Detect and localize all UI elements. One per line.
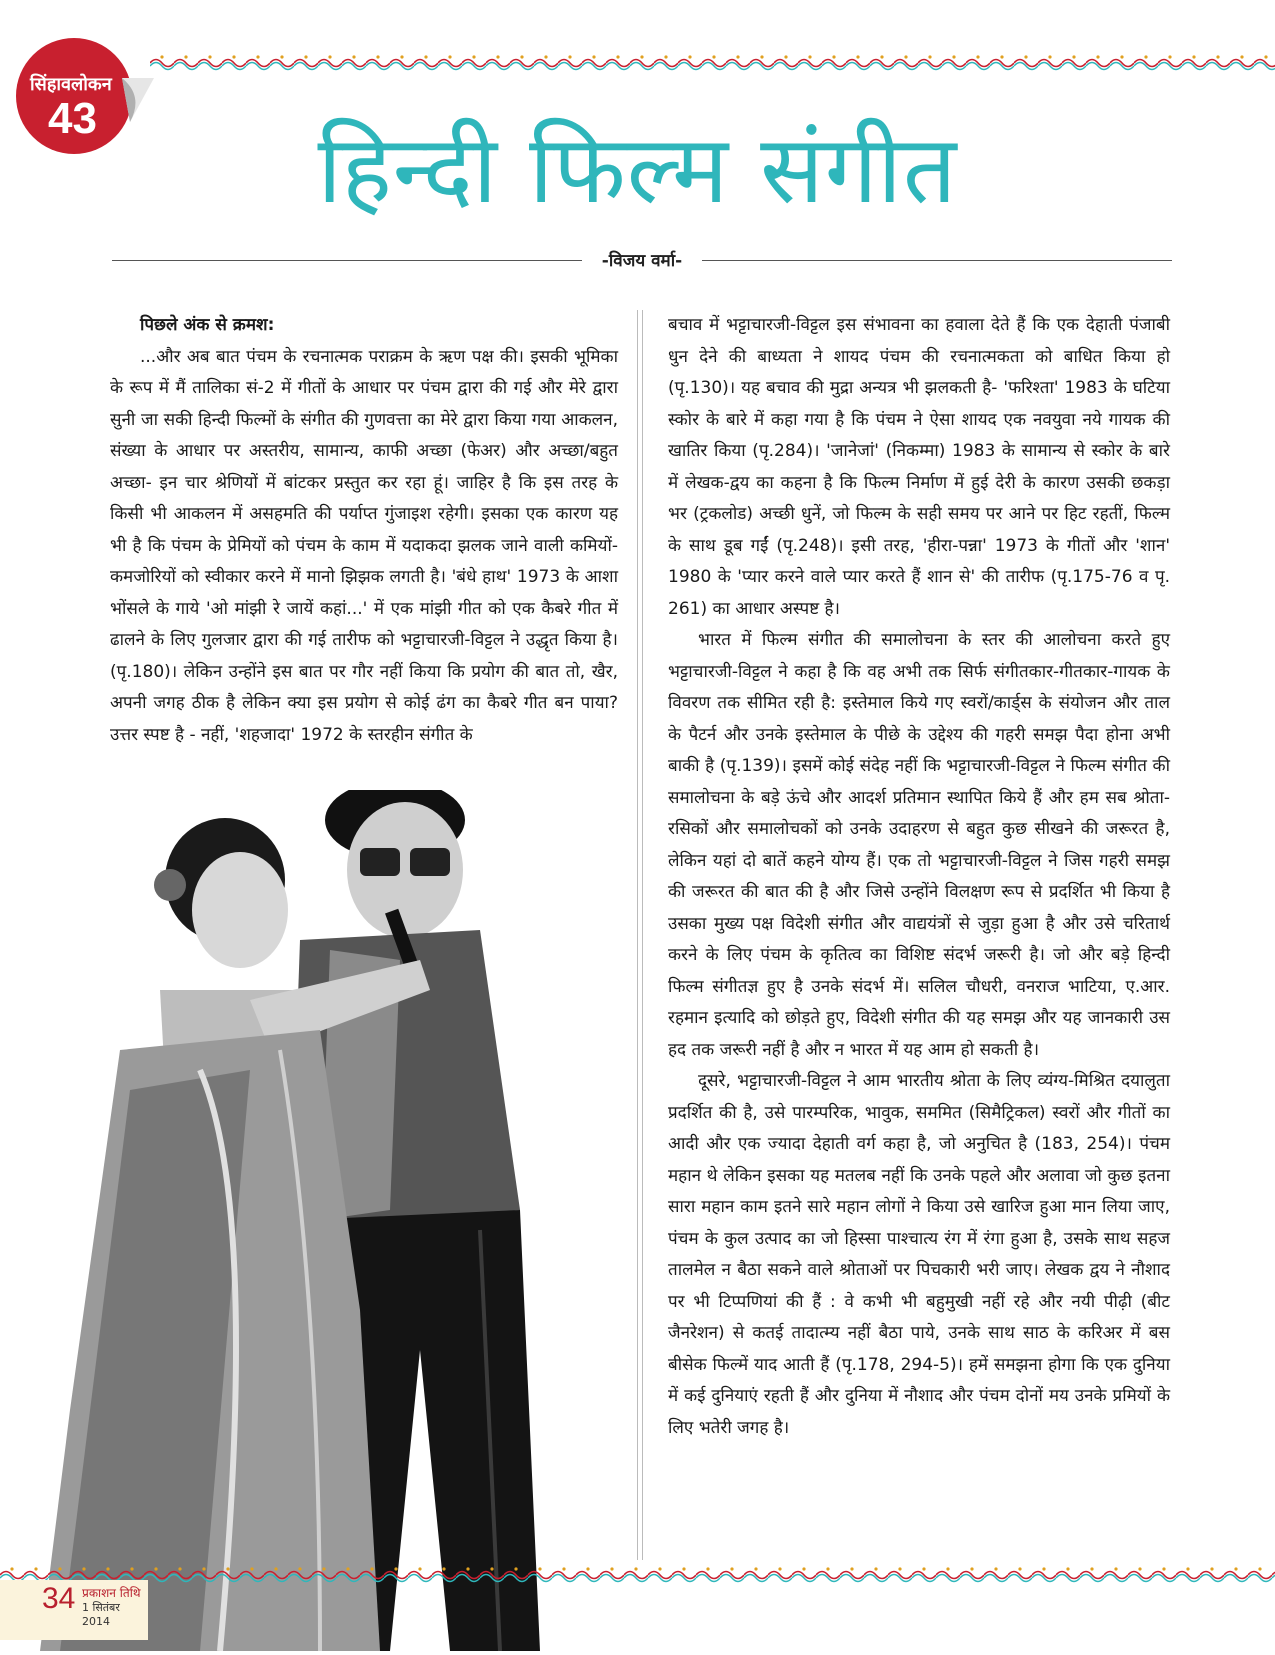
series-label: सिंहावलोकन bbox=[30, 74, 112, 95]
publication-date: 1 सितंबर 2014 bbox=[82, 1601, 120, 1628]
right-column bbox=[668, 310, 1170, 1444]
byline: -विजय वर्मा- bbox=[601, 251, 683, 271]
byline-rule-left bbox=[112, 260, 582, 261]
page-footer bbox=[0, 1580, 148, 1640]
page-title: हिन्दी फिल्म संगीत bbox=[317, 116, 958, 225]
byline-rule-right bbox=[702, 260, 1172, 261]
article-paragraph: बचाव में भट्टाचारजी-विट्टल इस संभावना का हवाला देते हैं कि एक देहाती पंजाबी धुन देने की बाध्यता ने शायद पंचम की रचनात्मकता को बाधित किया हो (पृ.130)। यह बचाव की मुद्रा अन्यत्र भी झलकती है- 'फरिश्ता' 1983 के घटिया स्कोर के बारे में कहा गया है कि पंचम ने ऐसा शायद एक नवयुवा नये गायक की खातिर किया (पृ.284)। 'जानेजां' (निकम्मा) 1983 के सामान्य से स्कोर के बारे में लेखक-द्वय का कहना है कि फिल्म निर्माण में हुई देरी के कारण उसकी छकड़ा भर (ट्रकलोड) अच्छी धुनें, जो फिल्म के सही समय पर आने पर हिट रहतीं, फिल्म के साथ डूब गईं (पृ.248)। इसी तरह, 'हीरा-पन्ना' 1973 के गीतों और 'शान' 1980 के 'प्यार करने वाले प्यार करते हैं शान से' की तारीफ (पृ.175-76 व पृ. 261) का आधार अस्पष्ट है। bbox=[668, 315, 1170, 619]
article-paragraph: भारत में फिल्म संगीत की समालोचना के स्तर की आलोचना करते हुए भट्टाचारजी-विट्टल ने कहा है कि वह अभी तक सिर्फ संगीतकार-गीतकार-गायक के विवरण तक सीमित रही है: इस्तेमाल किये गए स्वरों/कार्ड्स के संयोजन और ताल के पैटर्न और उनके इस्तेमाल के पीछे के उद्देश्य की गहरी समझ पैदा होना अभी बाकी है (पृ.139)। इसमें कोई संदेह नहीं कि भट्टाचारजी-विट्टल ने फिल्म संगीत की समालोचना के बड़े ऊंचे और आदर्श प्रतिमान स्थापित किये हैं और हम सब श्रोता-रसिकों और समालोचकों को उनके उदाहरण से बहुत कुछ सीखने की जरूरत है, लेकिन यहां दो बातें कहने योग्य हैं। एक तो भट्टाचारजी-विट्टल ने जिस गहरी समझ की जरूरत की बात की है और जिसे उन्होंने विलक्षण रूप से प्रदर्शित भी किया है उसका मुख्य पक्ष विदेशी संगीत और वाद्ययंत्रों से जुड़ा हुआ है और उसे चरितार्थ करने के लिए पंचम के कृतित्व का विशिष्ट संदर्भ जरूरी है। जो और बड़े हिन्दी फिल्म संगीतज्ञ हुए है उनके संदर्भ में। सलिल चौधरी, वनराज भाटिया, ए.आर. रहमान इत्यादि को छोड़ते हुए, विदेशी संगीत की यह समझ और यह जानकारी उस हद तक जरूरी नहीं है और न भारत में यह आम हो सकती है। bbox=[668, 630, 1170, 1060]
top-decorative-border bbox=[150, 54, 1275, 72]
left-column bbox=[110, 310, 618, 751]
page-number: 34 bbox=[42, 1582, 76, 1615]
bottom-decorative-border bbox=[0, 1566, 1275, 1584]
publication-label: प्रकाशन तिथि bbox=[82, 1586, 141, 1600]
article-paragraph: दूसरे, भट्टाचारजी-विट्टल ने आम भारतीय श्रोता के लिए व्यंग्य-मिश्रित दयालुता प्रदर्शित की है, उसे पारम्परिक, भावुक, सममित (सिमैट्रिकल) स्वरों और गीतों का आदी और एक ज्यादा देहाती वर्ग कहा है, जो अनुचित है (183, 254)। पंचम महान थे लेकिन इसका यह मतलब नहीं कि उनके पहले और अलावा जो कुछ इतना सारा महान काम इतने सारे महान लोगों ने किया उसे खारिज हुआ मान लिया जाए, पंचम के कुल उत्पाद का जो हिस्सा पाश्चात्य रंग में रंगा हुआ है, उसके साथ सहज तालमेल न बैठा सकने वाले श्रोताओं पर पिचकारी भरी जाए। लेखक द्वय ने नौशाद पर भी टिप्पणियां की हैं : वे कभी भी बहुमुखी नहीं रहे और नयी पीढ़ी (बीट जैनरेशन) से कतई तादात्म्य नहीं बैठा पाये, उनके साथ साठ के करिअर में बस बीसेक फिल्में याद आती हैं (पृ.178, 294-5)। हमें समझना होगा कि एक दुनिया में कई दुनियाएं रहती हैं और दुनिया में नौशाद और पंचम दोनों मय उनके प्रमियों के लिए भतेरी जगह है। bbox=[668, 1071, 1170, 1438]
article-paragraph: ...और अब बात पंचम के रचनात्मक पराक्रम के ऋण पक्ष की। इसकी भूमिका के रूप में मैं तालिका सं-2 में गीतों के आधार पर पंचम द्वारा की गई और मेरे द्वारा सुनी जा सकी हिन्दी फिल्मों के संगीत की गुणवत्ता का मेरे द्वारा किया गया आकलन, संख्या के आधार पर अस्तरीय, सामान्य, काफी अच्छा (फेअर) और अच्छा/बहुत अच्छा- इन चार श्रेणियों में बांटकर प्रस्तुत कर रहा हूं। जाहिर है कि इस तरह के किसी भी आकलन में असहमति की पर्याप्त गुंजाइश रहेगी। इसका एक कारण यह भी है कि पंचम के प्रेमियों को पंचम के काम में यदाकदा झलक जाने वाली कमियों-कमजोरियों को स्वीकार करने में मानो झिझक लगती है। 'बंधे हाथ' 1973 के आशा भोंसले के गाये 'ओ मांझी रे जायें कहां...' में एक मांझी गीत को एक कैबरे गीत में ढालने के लिए गुलजार द्वारा की गई तारीफ को भट्टाचारजी-विट्टल ने उद्धृत किया है। (पृ.180)। लेकिन उन्होंने इस बात पर गौर नहीं किया कि प्रयोग की बात तो, खैर, अपनी जगह ठीक है लेकिन क्या इस प्रयोग से कोई ढंग का कैबरे गीत बन पाया? उत्तर स्पष्ट है - नहीं, 'शहजादा' 1972 के स्तरहीन संगीत के bbox=[110, 346, 618, 745]
continued-heading: पिछले अंक से क्रमश: bbox=[140, 315, 275, 335]
photo-singers-duet bbox=[0, 790, 640, 1651]
series-number: 43 bbox=[48, 94, 97, 143]
byline-row bbox=[112, 248, 1172, 272]
